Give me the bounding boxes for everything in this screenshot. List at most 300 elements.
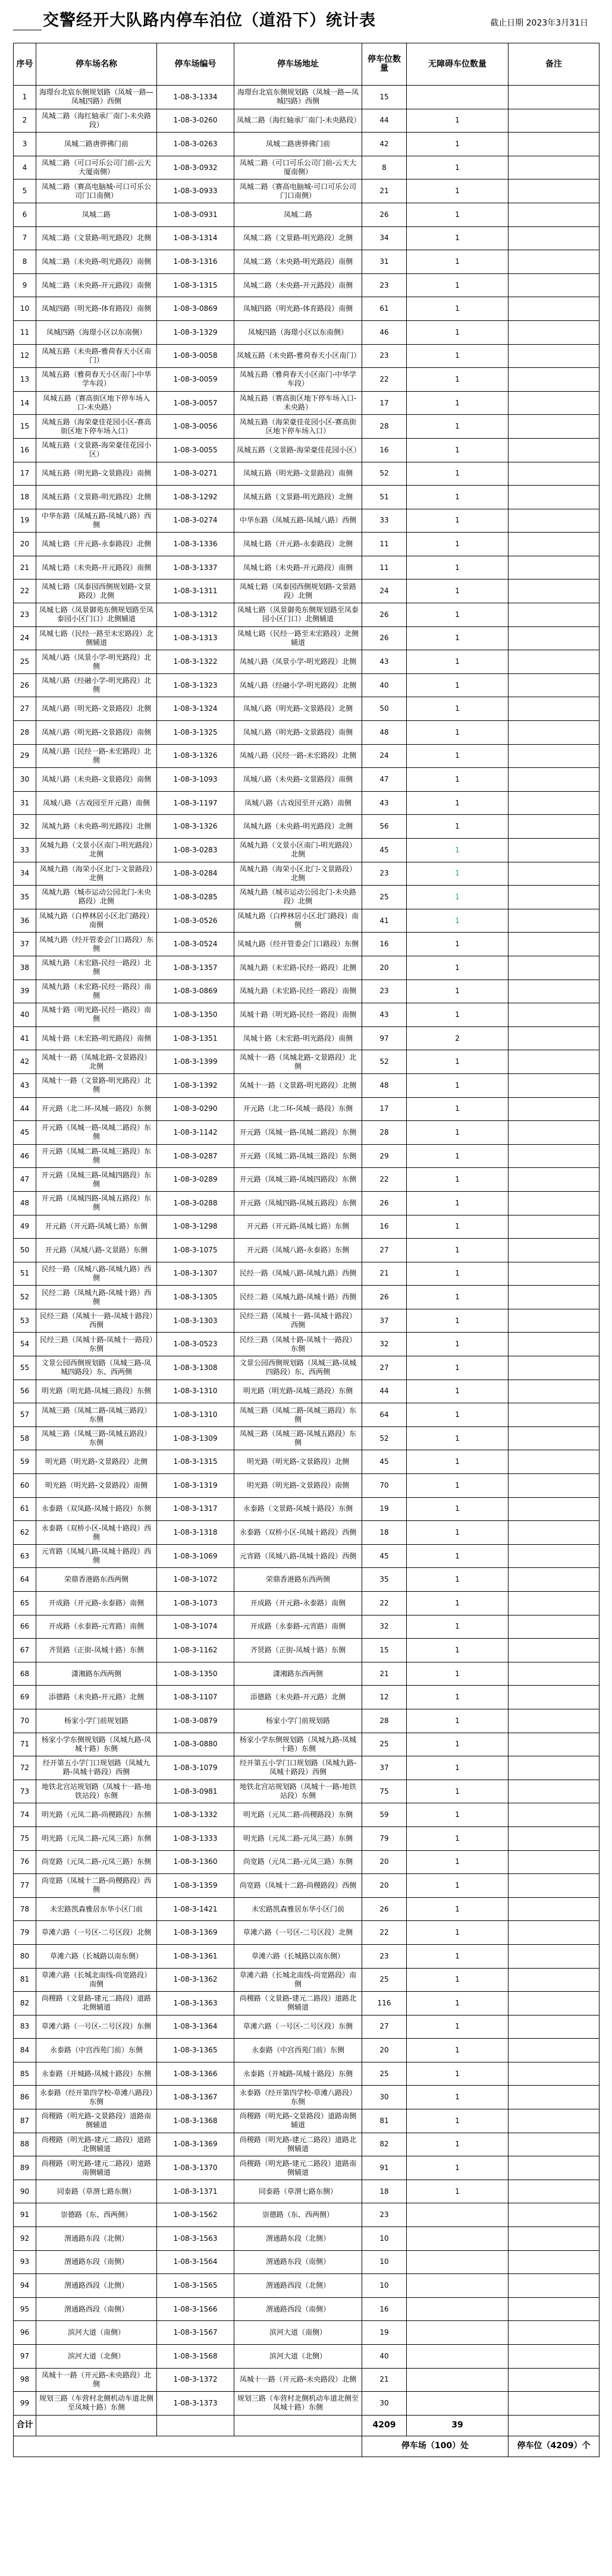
cell-note: [509, 2227, 600, 2251]
cell-address: 明光路（明光路-文景路段）北侧: [234, 1450, 362, 1474]
table-row: [14, 1168, 600, 1192]
cell-address: 凤城九路（海荣小区北门-文景路段）北侧: [234, 862, 362, 886]
cell-code: 1-08-3-1314: [157, 226, 234, 250]
cell-address: 凤城九路（未央路-明光路段）北侧: [234, 815, 362, 839]
table-row: [14, 1874, 600, 1898]
cell-address: 尚稷路（文景路-建元二路段）道路北侧辅道: [234, 1992, 362, 2016]
cell-address: 尚稷路（明光路-建元二路段）道路南侧辅道: [234, 2156, 362, 2180]
cell-code: 1-08-3-1312: [157, 603, 234, 627]
cell-address: 滨河大道（北侧）: [234, 2345, 362, 2369]
cell-note: [509, 1333, 600, 1356]
cell-address: 凤城二路（赛高电脑城-可口可乐公司门口南侧）: [234, 179, 362, 203]
cell-note: [509, 1380, 600, 1403]
cell-barrier: 1: [407, 744, 509, 768]
cell-address: 凤城八路（民经一路-未宏路段）北侧: [234, 744, 362, 768]
cell-code: 1-08-3-0288: [157, 1191, 234, 1215]
cell-name: 凤城四路（明光路-体育路段）南侧: [36, 297, 157, 321]
cell-barrier: 1: [407, 1968, 509, 1992]
cell-code: 1-08-3-1316: [157, 250, 234, 274]
cell-id: 81: [14, 1968, 36, 1992]
cell-code: 1-08-3-1317: [157, 1497, 234, 1521]
cell-id: 79: [14, 1921, 36, 1945]
table-row: [14, 909, 600, 933]
cell-note: [509, 980, 600, 1003]
cell-code: 1-08-3-1319: [157, 1474, 234, 1498]
cell-address: 草滩六路（长城路以南东侧）: [234, 1944, 362, 1968]
cell-code: 1-08-3-1072: [157, 1568, 234, 1592]
cell-id: 25: [14, 650, 36, 674]
cell-address: 凤城五路（文景路-明光路段）北侧: [234, 486, 362, 509]
cell-barrier: 1: [407, 509, 509, 533]
cell-note: [509, 2039, 600, 2062]
cell-name: 凤城八路（明光路-文景路段）南侧: [36, 721, 157, 745]
cell-name: 凤城十路（明光路-民经一路段）南侧: [36, 1003, 157, 1027]
cell-code: 1-08-3-1334: [157, 86, 234, 109]
cell-spaces: 23: [362, 862, 407, 886]
cell-note: [509, 2015, 600, 2039]
cell-barrier: 1: [407, 1474, 509, 1498]
cell-address: 凤城八路（明光路-文景路段）南侧: [234, 721, 362, 745]
cell-note: [509, 297, 600, 321]
table-row: [14, 721, 600, 745]
cell-id: 63: [14, 1544, 36, 1568]
cell-address: 凤城七路（未央路-开元路段）南侧: [234, 556, 362, 580]
cell-note: [509, 533, 600, 556]
cell-id: 70: [14, 1709, 36, 1733]
cell-spaces: 20: [362, 2039, 407, 2062]
cell-spaces: 26: [362, 1897, 407, 1921]
cell-spaces: 59: [362, 1803, 407, 1827]
cell-code: 1-08-3-1069: [157, 1544, 234, 1568]
cell-name: 明光路（明光路-文景路段）南侧: [36, 1474, 157, 1498]
cell-name: 经开第五小学门口规划路（凤城九路-凤城十路段）西侧: [36, 1756, 157, 1780]
cell-barrier: 1: [407, 697, 509, 721]
cell-name: 凤城二路唐骅佛门前: [36, 133, 157, 156]
cell-spaces: 37: [362, 1309, 407, 1333]
cell-id: 39: [14, 980, 36, 1003]
cell-spaces: 30: [362, 2392, 407, 2416]
cell-code: 1-08-3-1367: [157, 2086, 234, 2109]
cell-note: [509, 509, 600, 533]
table-row: [14, 2062, 600, 2086]
cell-address: 开元路（凤城四路-凤城五路段）东侧: [234, 1191, 362, 1215]
cell-barrier: 1: [407, 273, 509, 297]
cell-code: 1-08-3-1197: [157, 791, 234, 815]
cell-note: [509, 791, 600, 815]
cell-spaces: 45: [362, 839, 407, 862]
cell-note: [509, 839, 600, 862]
cell-id: 29: [14, 744, 36, 768]
table-row: [14, 2368, 600, 2392]
cell-name: 凤城四路（海璟小区以东南侧）: [36, 320, 157, 344]
table-row: [14, 603, 600, 627]
cell-address: 凤城八路（未央路-文景路段）南侧: [234, 768, 362, 792]
table-row: [14, 2133, 600, 2156]
cell-note: [509, 86, 600, 109]
cell-barrier: 1: [407, 1639, 509, 1662]
cell-address: 凤城十路（未宏路-明光路段）南侧: [234, 1026, 362, 1050]
cell-code: 1-08-3-1311: [157, 580, 234, 603]
cell-barrier: 1: [407, 1897, 509, 1921]
cell-name: 凤城十一路（凤城北路-文景路段）北侧: [36, 1050, 157, 1074]
cell-id: 89: [14, 2156, 36, 2180]
table-row: [14, 2039, 600, 2062]
table-row: [14, 933, 600, 956]
cell-name: 永泰路（双凤路-凤城十路段）东侧: [36, 1497, 157, 1521]
cell-spaces: 12: [362, 1686, 407, 1709]
cell-code: 1-08-3-0981: [157, 1780, 234, 1803]
cell-barrier: 1: [407, 1944, 509, 1968]
cell-barrier: 1: [407, 1215, 509, 1239]
cell-name: 凤城十一路（文景路-明光路段）北侧: [36, 1073, 157, 1097]
cell-note: [509, 1168, 600, 1192]
cell-spaces: 21: [362, 2368, 407, 2392]
table-row: [14, 1121, 600, 1145]
table-row: [14, 1544, 600, 1568]
cell-spaces: 10: [362, 2227, 407, 2251]
cell-note: [509, 1144, 600, 1168]
cell-code: 1-08-3-1350: [157, 1003, 234, 1027]
cell-address: 渭通路东段（北侧）: [234, 2227, 362, 2251]
cell-id: 17: [14, 462, 36, 486]
cell-barrier: 1: [407, 1262, 509, 1286]
cell-address: 草滩六路（一号区-二号区段）东侧: [234, 2015, 362, 2039]
deadline-date: 截止日期 2023年3月31日: [490, 18, 588, 28]
cell-barrier: 1: [407, 486, 509, 509]
cell-name: 凤城二路（赛高电脑城-可口可乐公司门口南侧）: [36, 179, 157, 203]
cell-code: 1-08-3-1563: [157, 2227, 234, 2251]
cell-barrier: [407, 2345, 509, 2369]
cell-code: 1-08-3-1351: [157, 1026, 234, 1050]
cell-code: 1-08-3-1142: [157, 1121, 234, 1145]
cell-address: 添德路（未央路-开元路）北侧: [234, 1686, 362, 1709]
cell-barrier: 1: [407, 320, 509, 344]
table-row: [14, 556, 600, 580]
cell-barrier: 1: [407, 1380, 509, 1403]
cell-note: [509, 1474, 600, 1498]
table-row: [14, 1826, 600, 1850]
cell-code: 1-08-3-0274: [157, 509, 234, 533]
cell-id: 22: [14, 580, 36, 603]
cell-address: 凤城十路（明光路-民经一路段）南侧: [234, 1003, 362, 1027]
cell-name: 民经一路（凤城八路-凤城九路）西侧: [36, 1262, 157, 1286]
table-row: [14, 156, 600, 179]
cell-barrier: 1: [407, 1850, 509, 1874]
cell-spaces: 46: [362, 320, 407, 344]
cell-name: 凤城八路（经融小学-明光路段）北侧: [36, 673, 157, 697]
cell-code: 1-08-3-1310: [157, 1403, 234, 1427]
cell-barrier: 1: [407, 1568, 509, 1592]
cell-note: [509, 1686, 600, 1709]
cell-note: [509, 2156, 600, 2180]
cell-note: [509, 2109, 600, 2133]
cell-note: [509, 768, 600, 792]
cell-note: [509, 1239, 600, 1262]
cell-id: 94: [14, 2274, 36, 2298]
cell-id: 80: [14, 1944, 36, 1968]
table-row: [14, 768, 600, 792]
cell-name: 凤城二路: [36, 203, 157, 226]
cell-address: 凤城七路（开元路-永泰路段）北侧: [234, 533, 362, 556]
cell-note: [509, 2274, 600, 2298]
cell-address: 凤城二路（可口可乐公司门前-云天大厦南侧）: [234, 156, 362, 179]
table-row: [14, 179, 600, 203]
cell-barrier: 1: [407, 2062, 509, 2086]
cell-spaces: 51: [362, 486, 407, 509]
cell-note: [509, 1003, 600, 1027]
cell-code: 1-08-3-1568: [157, 2345, 234, 2369]
cell-barrier: 1: [407, 768, 509, 792]
cell-note: [509, 1874, 600, 1898]
cell-barrier: 1: [407, 2180, 509, 2203]
table-row: [14, 1803, 600, 1827]
cell-note: [509, 1709, 600, 1733]
cell-address: 尚稷路（明光路-文景路段）道路南侧辅道: [234, 2109, 362, 2133]
cell-name: 齐贤路（正街-凤城十路）东侧: [36, 1639, 157, 1662]
cell-code: 1-08-3-1322: [157, 650, 234, 674]
cell-barrier: 1: [407, 391, 509, 415]
table-row: [14, 486, 600, 509]
cell-id: 95: [14, 2297, 36, 2321]
cell-barrier: [407, 2368, 509, 2392]
cell-name: 民经二路（凤城九路-凤城十路）西侧: [36, 1286, 157, 1309]
cell-barrier: [407, 2321, 509, 2345]
cell-address: 渭通路东段（南侧）: [234, 2250, 362, 2274]
cell-id: 16: [14, 438, 36, 462]
cell-name: 开成路（永泰路-元宵路）南侧: [36, 1615, 157, 1639]
cell-spaces: 24: [362, 744, 407, 768]
cell-note: [509, 133, 600, 156]
cell-code: 1-08-3-1333: [157, 1826, 234, 1850]
cell-barrier: 1: [407, 109, 509, 133]
cell-code: 1-08-3-1337: [157, 556, 234, 580]
cell-code: 1-08-3-1365: [157, 2039, 234, 2062]
table-row: [14, 250, 600, 274]
cell-address: 地铁北宫站规划路（凤城十一路-地铁站段）东侧: [234, 1780, 362, 1803]
cell-name: 开元路（凤城三路-凤城四路段）东侧: [36, 1168, 157, 1192]
table-row: [14, 1992, 600, 2016]
cell-spaces: 18: [362, 1521, 407, 1545]
table-row: [14, 1403, 600, 1427]
cell-address: 开元路（凤城二路-凤城三路段）东侧: [234, 1144, 362, 1168]
cell-address: 凤城十一路（文景路-明光路段）北侧: [234, 1073, 362, 1097]
cell-code: 1-08-3-1565: [157, 2274, 234, 2298]
cell-name: 尚稷路（明光路-建元二路段）道路北侧辅道: [36, 2133, 157, 2156]
cell-name: 未宏路凯森雅居东华小区门前: [36, 1897, 157, 1921]
cell-spaces: 37: [362, 1756, 407, 1780]
cell-address: 永泰路（中宫西苑门前）东侧: [234, 2039, 362, 2062]
cell-code: 1-08-3-0869: [157, 297, 234, 321]
cell-spaces: 30: [362, 2086, 407, 2109]
cell-name: 永泰路（经开第四学校-草滩八路段）东侧: [36, 2086, 157, 2109]
cell-note: [509, 179, 600, 203]
cell-barrier: 1: [407, 1168, 509, 1192]
cell-name: 凤城五路（雅荷春天小区南门-中华学车段）: [36, 368, 157, 392]
cell-spaces: 52: [362, 1426, 407, 1450]
cell-barrier: 1: [407, 462, 509, 486]
cell-spaces: 22: [362, 368, 407, 392]
cell-code: 1-08-3-0933: [157, 179, 234, 203]
cell-id: 88: [14, 2133, 36, 2156]
cell-spaces: 20: [362, 956, 407, 980]
cell-code: 1-08-3-0526: [157, 909, 234, 933]
cell-address: 凤城五路（海荣豪佳花园小区-赛高街区地下停车场入口）: [234, 415, 362, 439]
cell-address: 崇德路（东、西两侧）: [234, 2203, 362, 2227]
cell-spaces: 23: [362, 1944, 407, 1968]
cell-note: [509, 1262, 600, 1286]
cell-note: [509, 2203, 600, 2227]
cell-code: 1-08-3-1368: [157, 2109, 234, 2133]
cell-spaces: 26: [362, 626, 407, 650]
cell-address: 永泰路（双桥小区-凤城十路段）西侧: [234, 1521, 362, 1545]
table-row: [14, 1615, 600, 1639]
cell-code: 1-08-3-1336: [157, 533, 234, 556]
cell-spaces: 81: [362, 2109, 407, 2133]
table-row: [14, 1592, 600, 1615]
cell-name: 杨家小学门前规划路: [36, 1709, 157, 1733]
table-row: [14, 2250, 600, 2274]
cell-address: 渭通路西段（南侧）: [234, 2297, 362, 2321]
cell-spaces: 19: [362, 1497, 407, 1521]
table-row: [14, 1521, 600, 1545]
cell-code: 1-08-3-0263: [157, 133, 234, 156]
table-row: [14, 1639, 600, 1662]
cell-name: 滨河大道（南侧）: [36, 2321, 157, 2345]
cell-note: [509, 226, 600, 250]
table-row: [14, 109, 600, 133]
cell-spaces: 28: [362, 415, 407, 439]
cell-name: 凤城八路（民经一路-未宏路段）北侧: [36, 744, 157, 768]
cell-note: [509, 1215, 600, 1239]
cell-name: 凤城五路（明光路-文景路段）南侧: [36, 462, 157, 486]
cell-barrier: 1: [407, 1073, 509, 1097]
cell-barrier: 1: [407, 933, 509, 956]
cell-id: 8: [14, 250, 36, 274]
cell-name: 尚宽路（元凤二路-元凤三路）东侧: [36, 1850, 157, 1874]
table-row: [14, 438, 600, 462]
cell-address: 凤城七路（民经一路至未宏路段）北侧辅道: [234, 626, 362, 650]
cell-address: 凤城二路: [234, 203, 362, 226]
cell-code: 1-08-3-0283: [157, 839, 234, 862]
cell-code: 1-08-3-0059: [157, 368, 234, 392]
cell-address: 滨河大道（南侧）: [234, 2321, 362, 2345]
cell-spaces: 48: [362, 721, 407, 745]
cell-name: 中华东路（凤城五路-凤城八路）西侧: [36, 509, 157, 533]
cell-code: 1-08-3-1566: [157, 2297, 234, 2321]
cell-spaces: 44: [362, 1380, 407, 1403]
cell-name: 草滩六路（长城北南线-尚宽路段）南侧: [36, 1968, 157, 1992]
total-label: 合计: [14, 2415, 36, 2436]
cell-note: [509, 1615, 600, 1639]
cell-name: 尚稷路（明光路-建元二路段）道路南侧辅道: [36, 2156, 157, 2180]
cell-code: 1-08-3-1315: [157, 1450, 234, 1474]
cell-barrier: 1: [407, 1286, 509, 1309]
cell-name: 开元路（开元路-凤城七路）东侧: [36, 1215, 157, 1239]
cell-code: 1-08-3-1567: [157, 2321, 234, 2345]
total-barrier: 39: [407, 2415, 509, 2436]
cell-barrier: 1: [407, 133, 509, 156]
cell-spaces: 22: [362, 1921, 407, 1945]
cell-spaces: 56: [362, 815, 407, 839]
cell-note: [509, 1450, 600, 1474]
header-barrier: 无障碍车位数量: [407, 43, 509, 86]
cell-note: [509, 626, 600, 650]
cell-note: [509, 391, 600, 415]
cell-address: 渭通路西段（北侧）: [234, 2274, 362, 2298]
cell-code: 1-08-3-1562: [157, 2203, 234, 2227]
cell-barrier: [407, 2274, 509, 2298]
cell-address: 经开第五小学门口规划路（凤城九路-凤城十路段）西侧: [234, 1756, 362, 1780]
cell-note: [509, 1921, 600, 1945]
cell-address: 明光路（明光路-文景路段）南侧: [234, 1474, 362, 1498]
cell-id: 71: [14, 1733, 36, 1756]
cell-spaces: 19: [362, 2321, 407, 2345]
cell-spaces: 35: [362, 1568, 407, 1592]
cell-note: [509, 1639, 600, 1662]
cell-barrier: 1: [407, 533, 509, 556]
cell-address: 尚稷路（明光路-建元二路段）道路北侧辅道: [234, 2133, 362, 2156]
cell-name: 明光路（明光路-文景路段）北侧: [36, 1450, 157, 1474]
cell-note: [509, 1662, 600, 1686]
cell-note: [509, 815, 600, 839]
cell-note: [509, 1121, 600, 1145]
header-note: 备注: [509, 43, 600, 86]
cell-barrier: 1: [407, 297, 509, 321]
table-row: [14, 133, 600, 156]
cell-name: 永泰路（中宫西苑门前）东侧: [36, 2039, 157, 2062]
table-row: [14, 1309, 600, 1333]
cell-barrier: 1: [407, 2156, 509, 2180]
table-row: [14, 1450, 600, 1474]
cell-spaces: 32: [362, 1333, 407, 1356]
cell-spaces: 52: [362, 1050, 407, 1074]
table-row: [14, 839, 600, 862]
cell-id: 56: [14, 1380, 36, 1403]
cell-code: 1-08-3-1309: [157, 1426, 234, 1450]
cell-code: 1-08-3-0056: [157, 415, 234, 439]
total-empty-code: [157, 2415, 234, 2436]
cell-code: 1-08-3-1421: [157, 1897, 234, 1921]
cell-code: 1-08-3-1564: [157, 2250, 234, 2274]
cell-name: 开成路（开元路-永泰路）南侧: [36, 1592, 157, 1615]
cell-id: 44: [14, 1097, 36, 1121]
cell-note: [509, 156, 600, 179]
cell-spaces: 27: [362, 1356, 407, 1380]
cell-id: 10: [14, 297, 36, 321]
cell-name: 凤城五路（文景路-明光路段）北侧: [36, 486, 157, 509]
cell-name: 开元路（凤城四路-凤城五路段）东侧: [36, 1191, 157, 1215]
cell-code: 1-08-3-0931: [157, 203, 234, 226]
cell-barrier: 1: [407, 862, 509, 886]
cell-note: [509, 368, 600, 392]
cell-name: 凤城九路（城市运动公园北门-未央路段）北侧: [36, 886, 157, 909]
table-row: [14, 1333, 600, 1356]
cell-barrier: 1: [407, 886, 509, 909]
cell-address: 凤城二路（未央路-明光路段）南侧: [234, 250, 362, 274]
cell-address: 开元路（凤城一路-凤城二路段）东侧: [234, 1121, 362, 1145]
cell-spaces: 26: [362, 603, 407, 627]
cell-name: 地铁北宫站规划路（凤城十一路-地铁站段）东侧: [36, 1780, 157, 1803]
table-row: [14, 1709, 600, 1733]
cell-spaces: 22: [362, 1592, 407, 1615]
cell-note: [509, 673, 600, 697]
cell-spaces: 8: [362, 156, 407, 179]
cell-address: 凤城九路（城市运动公园北门-未央路段）北侧: [234, 886, 362, 909]
cell-address: 永泰路（文景路-凤城十路段）东侧: [234, 1497, 362, 1521]
cell-spaces: 25: [362, 886, 407, 909]
cell-name: 凤城九路（未宏路-民经一路段）北侧: [36, 956, 157, 980]
cell-code: 1-08-3-1332: [157, 1803, 234, 1827]
